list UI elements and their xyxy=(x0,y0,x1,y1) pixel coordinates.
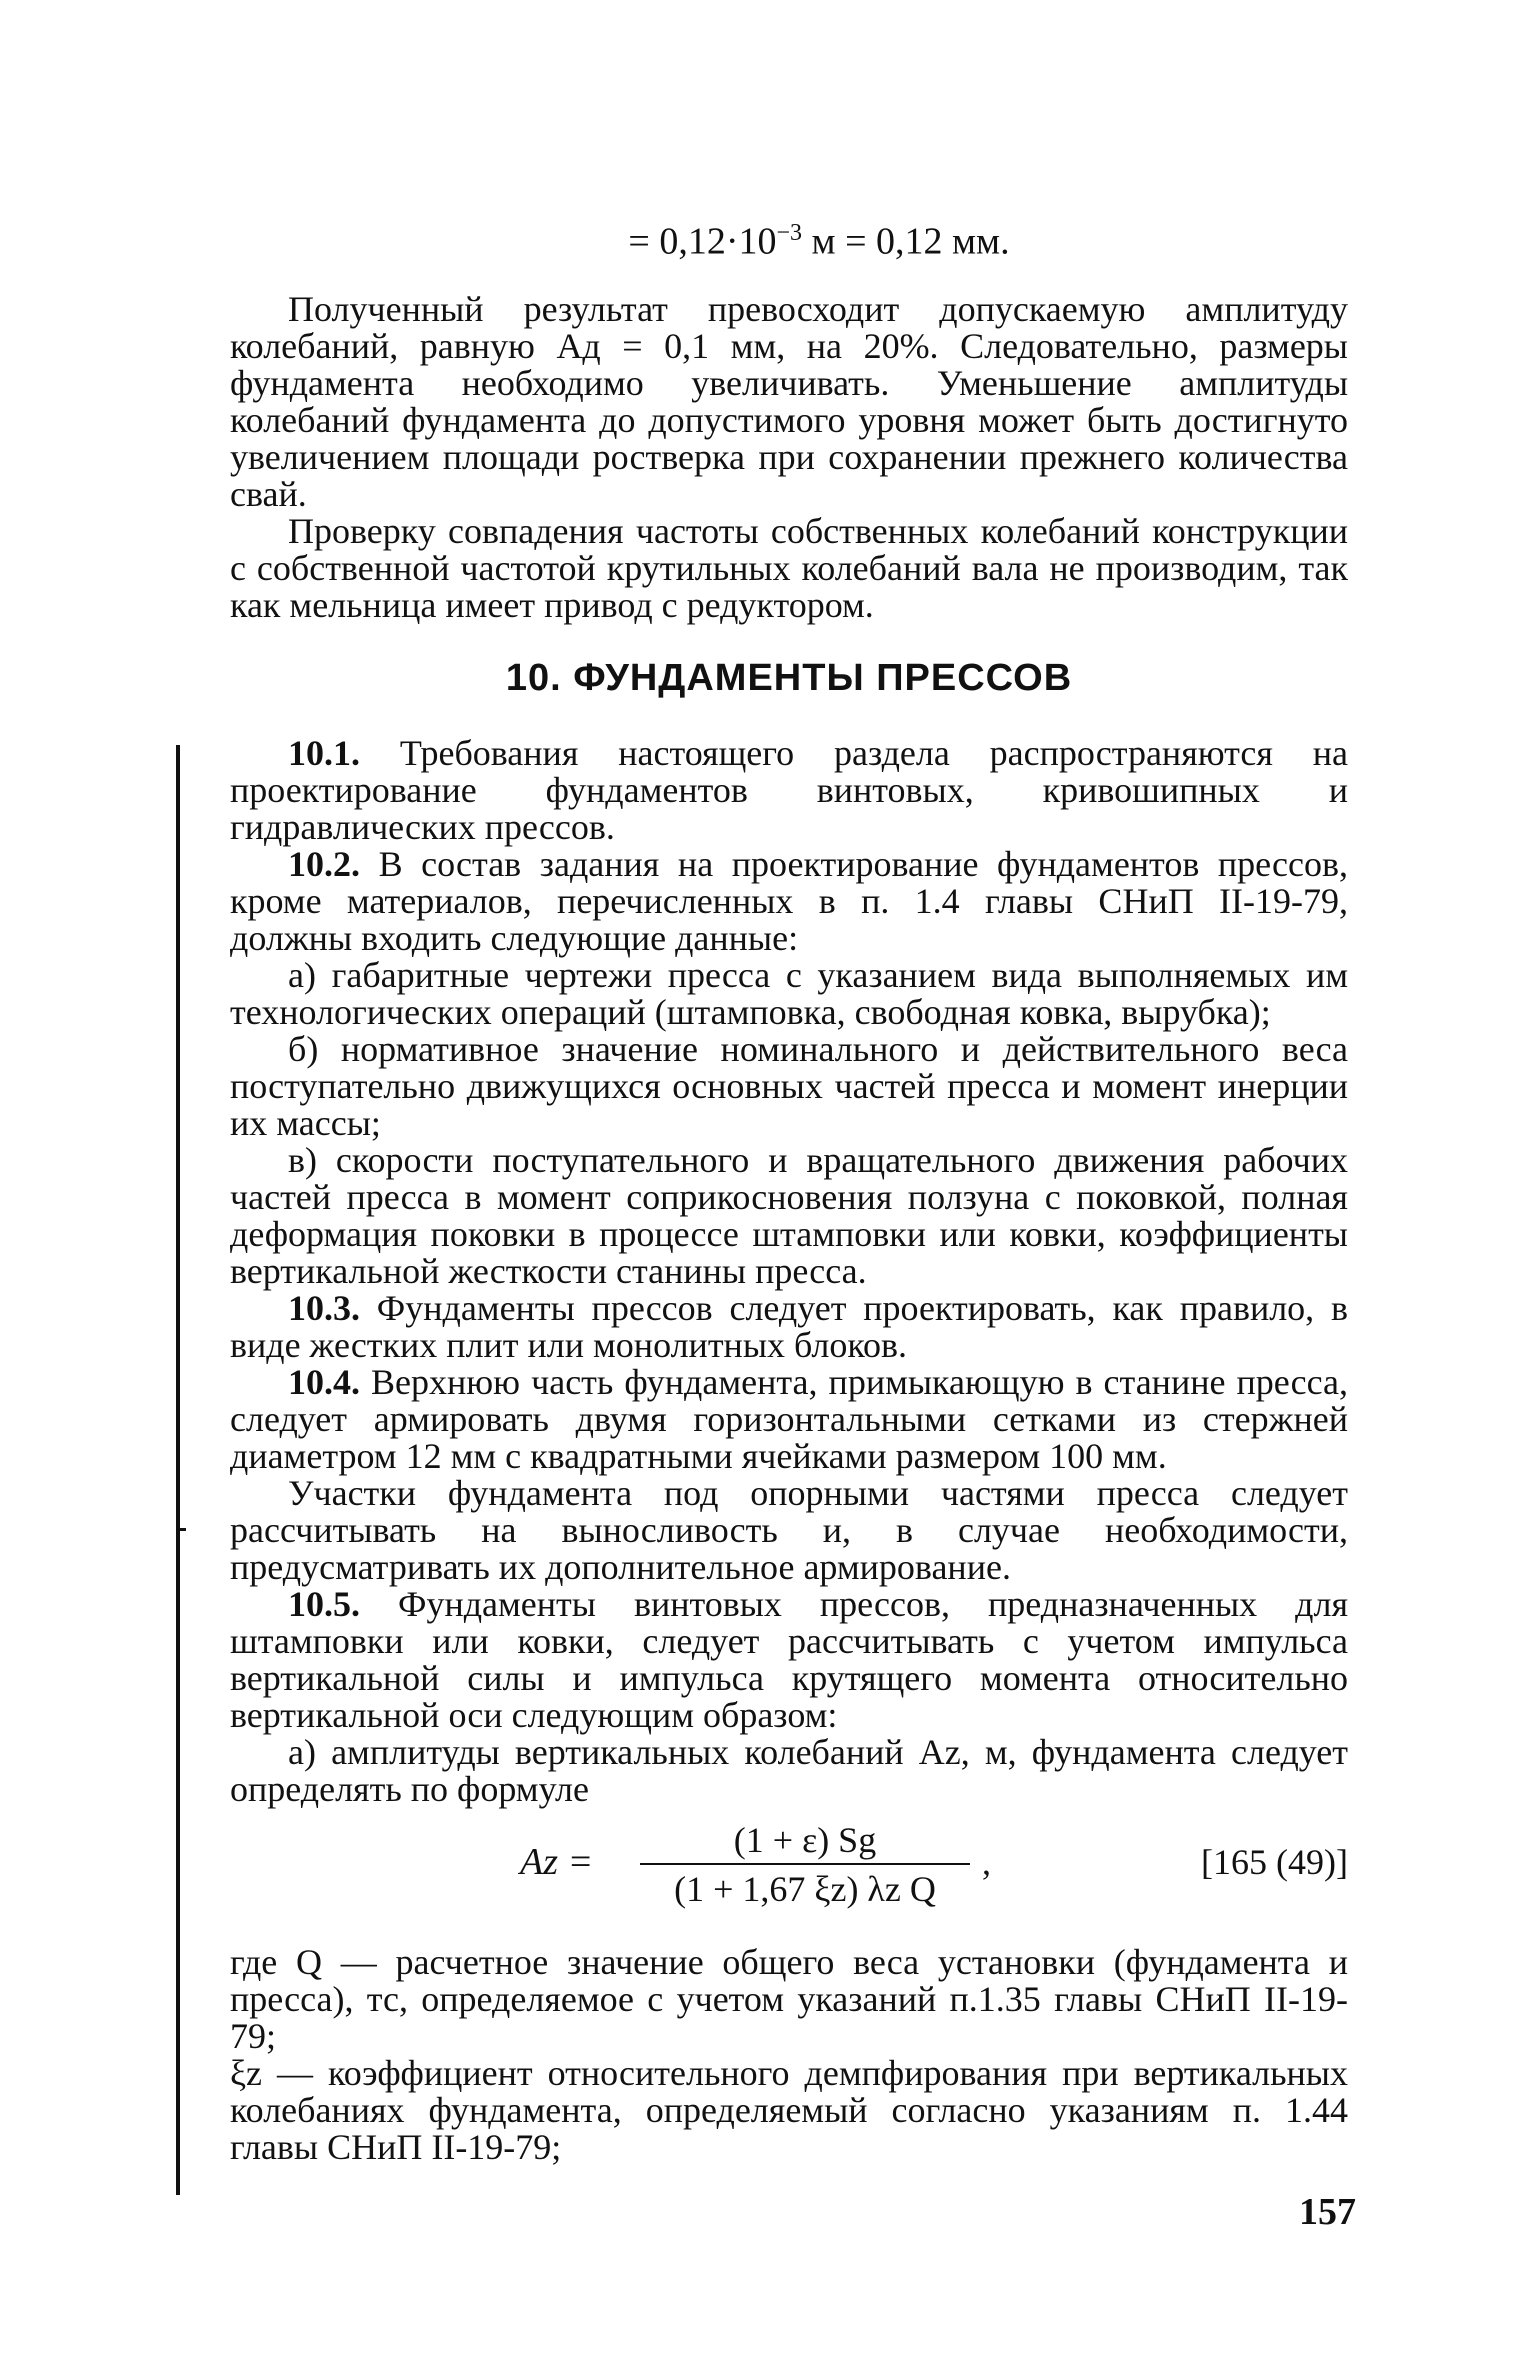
clause-number: 10.3. xyxy=(288,1287,360,1328)
clause-number: 10.1. xyxy=(288,732,360,773)
clause-text: Верхнюю часть фундамента, примыкающую в станине пресса, следует армировать двумя горизонтальными сетками из стержней диаметром 12 мм с квадратными ячейками размером 100 мм. xyxy=(230,1361,1348,1476)
document-page xyxy=(230,215,1348,2166)
formula-lhs: Az = xyxy=(520,1840,594,1883)
clause-10-4-extra: Участки фундамента под опорными частями пресса следует рассчитывать на выносливость и, в случае необходимости, предусматривать их дополнительное армирование. xyxy=(230,1472,1348,1587)
clause-number: 10.2. xyxy=(288,843,360,884)
clause-text: В состав задания на проектирование фундаментов прессов, кроме материалов, перечисленных в п. 1.4 главы СНиП II-19-79, должны входить следующие данные: xyxy=(230,843,1348,958)
formula-comma: , xyxy=(982,1841,991,1882)
clause-10-2-c: в) скорости поступательного и вращательного движения рабочих частей пресса в момент соприкосновения ползуна с поковкой, полная деформация поковки в процессе штамповки или ковки, коэффициенты вертикальной жесткости станины пресса. xyxy=(230,1139,1348,1291)
margin-change-bar xyxy=(176,745,180,2195)
intro-paragraph-2: Проверку совпадения частоты собственных колебаний конструкции с собственной частотой крутильных колебаний вала не производим, так как мельница имеет привод с редуктором. xyxy=(230,510,1348,625)
formula-denominator: (1 + 1,67 ξz) λz Q xyxy=(674,1868,936,1909)
formula-reference: [165 (49)] xyxy=(1201,1841,1348,1882)
clause-text: Требования настоящего раздела распространяются на проектирование фундаментов винтовых, кривошипных и гидравлических прессов. xyxy=(230,732,1348,847)
clause-10-2 xyxy=(230,843,1348,958)
clause-10-3 xyxy=(230,1287,1348,1365)
clause-text: Фундаменты прессов следует проектировать, как правило, в виде жестких плит или монолитных блоков. xyxy=(230,1287,1348,1365)
clause-text: Фундаменты винтовых прессов, предназначенных для штамповки или ковки, следует рассчитывать с учетом импульса вертикальной силы и импульса крутящего момента относительно вертикальной оси следующим образом: xyxy=(230,1583,1348,1735)
clause-10-2-b: б) нормативное значение номинального и действительного веса поступательно движущихся основных частей пресса и момент инерции их массы; xyxy=(230,1028,1348,1143)
intro-paragraph-1: Полученный результат превосходит допускаемую амплитуду колебаний, равную Aд = 0,1 мм, на 20%. Следовательно, размеры фундамента необходимо увеличивать. Уменьшение амплитуды колебаний фундамента до допустимого уровня может быть достигнуто увеличением площади ростверка при сохранении прежнего количества свай. xyxy=(230,288,1348,514)
top-equation-suffix: м = 0,12 мм. xyxy=(802,220,1010,263)
page-number: 157 xyxy=(1299,2191,1356,2233)
clause-10-5 xyxy=(230,1583,1348,1735)
margin-tick xyxy=(176,1528,186,1531)
definition-xi: ξz — коэффициент относительного демпфирования при вертикальных колебаниях фундамента, определяемый согласно указаниям п. 1.44 главы СНиП II-19-79; xyxy=(230,2052,1348,2167)
clause-number: 10.4. xyxy=(288,1361,360,1402)
clause-number: 10.5. xyxy=(288,1583,360,1624)
clause-10-4 xyxy=(230,1361,1348,1476)
formula xyxy=(230,1819,1348,1932)
clause-10-2-a: а) габаритные чертежи пресса с указанием вида выполняемых им технологических операций (штамповка, свободная ковка, вырубка); xyxy=(230,954,1348,1032)
formula-numerator: (1 + ε) Sg xyxy=(640,1822,970,1865)
top-equation xyxy=(290,215,1348,261)
clause-10-5-a: а) амплитуды вертикальных колебаний Az, м, фундамента следует определять по формуле xyxy=(230,1731,1348,1809)
top-equation-exponent: −3 xyxy=(776,220,803,246)
top-equation-prefix: = 0,12·10 xyxy=(628,220,777,263)
formula-fraction xyxy=(640,1819,970,1909)
section-heading: 10. ФУНДАМЕНТЫ ПРЕССОВ xyxy=(505,656,1073,699)
definition-q: где Q — расчетное значение общего веса установки (фундамента и пресса), тс, определяемое с учетом указаний п.1.35 главы СНиП II-19-79; xyxy=(230,1941,1348,2056)
clause-10-1 xyxy=(230,732,1348,847)
